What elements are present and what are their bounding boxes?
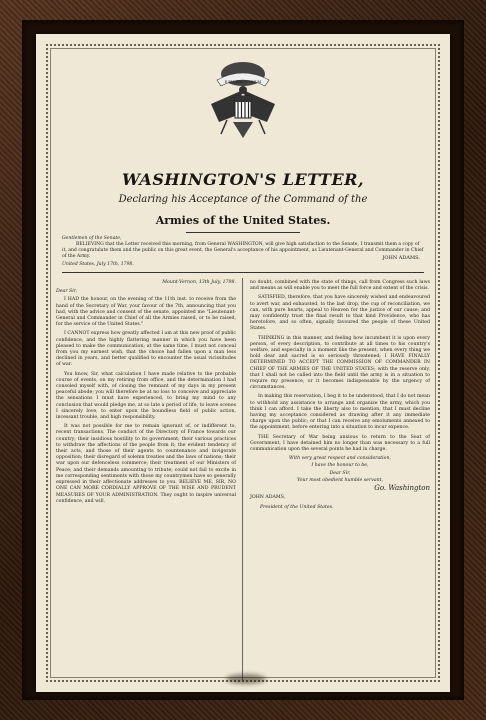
intro-text: BELIEVING that the Letter received this morning, from General WASHINGTON, will give high satisfaction to the Senate, I transmit them a copy of it, and congratulate them and the public on this great event, the General's acceptance of his appointment, as Lieutenant-General and Commander in Chief of the Army. — [62, 242, 424, 259]
right-para-2: SATISFIED, therefore, that you have sincerely wished and endeavoured to avert war, and exhausted, to the last drop, the cup of reconciliation, we can, with pure hearts, appeal to Heaven for the justice of our cause; and may confidently trust the final result to that kind Providence, who has heretofore, and so often, signally favoured the people of these United States. — [250, 295, 430, 332]
eagle-emblem-icon — [203, 60, 283, 150]
closing-1: With very great respect and consideration, — [288, 456, 391, 462]
right-para-4: In making this reservation, I beg it to be understood, that I do not mean to withhold any assistance to arrange and organize the army, which you think I can afford. I take the liberty also to mention, that I must decline having my acceptance considered as drawing after it any immediate charge upon the public; or that I can receive any emoluments annexed to the appointment, before entering into a situation to incur expence. — [250, 394, 430, 431]
eagle-ribbon-text: E PLURIBUS UNUM — [224, 80, 262, 84]
letter-date: Mount-Vernon, 13th July, 1798. — [162, 280, 236, 285]
right-para-1: no doubt, combined with the state of things, call from Congress such laws and means as will enable you to meet the full force and extent of the crisis. — [250, 280, 430, 292]
salutation: Dear Sir, — [56, 289, 77, 295]
intro-heading: Gentlemen of the Senate, — [62, 236, 122, 241]
left-para-1: I HAD the honour, on the evening of the 11th inst. to receive from the hand of the Secretary of War, your favour of the 7th, announcing that you had, with the advice and consent of the senate, appointed me "Lieutenant-General and Commander in Chief of all the Armies raised, or to be raised, for the service of the United States." — [56, 297, 236, 328]
header-rule — [62, 272, 424, 273]
intro-date: United States, July 17th, 1798. — [62, 262, 134, 267]
column-divider — [242, 278, 243, 680]
addressee-1: JOHN ADAMS, — [250, 495, 286, 501]
signature: Go. Washington — [374, 484, 430, 493]
document-subtitle-2: Armies of the United States. — [155, 214, 331, 227]
intro-note — [62, 236, 424, 268]
right-para-3: THINKING in this manner, and feeling how incumbent it is upon every person, of every description, to contribute at all times to his country's welfare, and especially in a moment like the present, when every thing we hold dear and sacred is so seriously threatened; I HAVE FINALLY DETERMINED TO ACCEPT THE COMMISSION OF COMMANDER IN CHIEF OF THE ARMIES OF THE UNITED STATES; with the reserve only, that I shall not be called into the field until the army is in a situation to require my presence, or it becomes indispensable by the urgency of circumstances. — [250, 335, 430, 391]
intro-sign: JOHN ADAMS. — [382, 255, 420, 261]
left-para-3: You know, Sir, what calculation I have made relative to the probable course of events, on my retiring from office, and the determination I had consoled myself with, of closing the remnant of my days in my present peaceful abode; you will therefore be at no loss to conceive and appreciate the sensations I must have experienced, to bring my mind to any conclusion that would pledge me, at so late a period of life, to leave scenes I sincerely love, to enter upon the boundless field of public action, incessant trouble, and high responsibility. — [56, 371, 236, 421]
title-rule — [186, 232, 300, 233]
document-title: WASHINGTON'S LETTER, — [121, 170, 365, 189]
letter-right-column — [250, 280, 430, 514]
paper-stain — [226, 674, 266, 684]
left-para-2: I CANNOT express how greatly affected I am at this new proof of public confidence, and the highly flattering manner in which you have been pleased to make the communication; at the same time, I must not conceal from you my earnest wish, that the choice had fallen upon a man less declined in years, and better qualified to encounter the usual vicissitudes of war. — [56, 331, 236, 368]
document-page — [36, 34, 450, 692]
addressee-2: President of the United States. — [260, 504, 334, 510]
left-para-4: It was not possible for me to remain ignorant of, or indifferent to, recent transactions. The conduct of the Directory of France towards our country; their insidious hostility to its government; their various practices to withdraw the affections of the people from it; the evident tendency of their acts, and those of their agents to countenance and invigorate opposition; their disregard of solemn treaties and the laws of nations; their war upon our defenceless commerce; their treatment of our Ministers of Peace; and their demands amounting to tribute; could not fail to excite in me corresponding sentiments with those my countrymen have so generally expressed in their affectionate addresses to you. BELIEVE ME, SIR, NO ONE CAN MORE CORDIALLY APPROVE OF THE WISE AND PRUDENT MEASURES OF YOUR ADMINISTRATION. They ought to inspire universal confidence, and will, — [56, 424, 236, 504]
right-para-5: THE Secretary of War being anxious to return to the Seat of Government, I have detained him no longer than was necessary to a full communication upon the several points he had in charge. — [250, 434, 430, 453]
closing-3: Dear Sir, — [329, 470, 351, 476]
document-subtitle: Declaring his Acceptance of the Command of the — [118, 194, 368, 205]
closing-2: I have the honour to be, — [311, 463, 369, 469]
closing-4: Your most obedient humble servant, — [296, 477, 384, 483]
letter-left-column — [56, 280, 236, 508]
